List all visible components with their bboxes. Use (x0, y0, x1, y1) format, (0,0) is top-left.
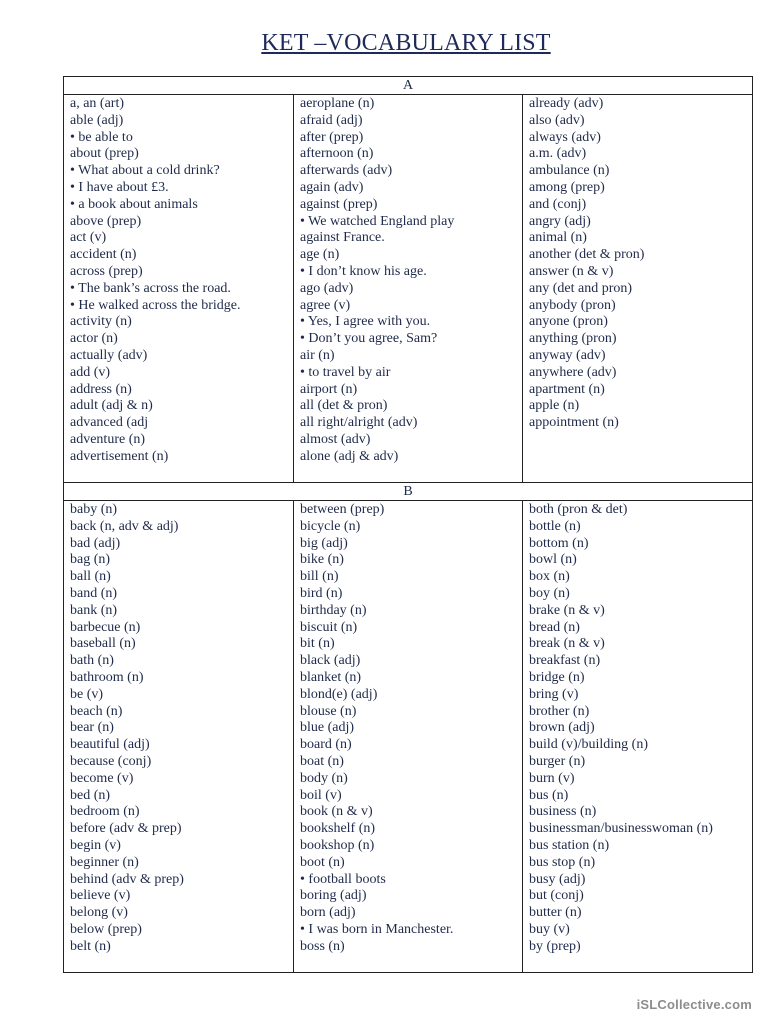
vocabulary-entry: activity (n) (70, 314, 132, 330)
vocabulary-entry: business (n) (529, 804, 597, 820)
vocabulary-entry: board (n) (300, 737, 352, 753)
vocabulary-entry: bill (n) (300, 569, 339, 585)
watermark-logo: iSLCollective.com (636, 997, 752, 1012)
vocabulary-entry: beginner (n) (70, 854, 139, 870)
vocabulary-entry: • be able to (70, 129, 133, 145)
vocabulary-entry: brake (n & v) (529, 602, 605, 618)
vocabulary-entry: boss (n) (300, 938, 345, 954)
vocabulary-entry: and (conj) (529, 196, 587, 212)
vocabulary-entry: afternoon (n) (300, 146, 374, 162)
vocabulary-entry: again (adv) (300, 179, 364, 195)
vocabulary-entry: blue (adj) (300, 720, 355, 736)
vocabulary-entry: aeroplane (n) (300, 96, 375, 111)
vocabulary-entry: baby (n) (70, 502, 118, 517)
vocabulary-entry: • I was born in Manchester. (300, 921, 454, 937)
vocabulary-entry: buy (v) (529, 921, 570, 937)
vocabulary-entry: become (v) (70, 770, 134, 786)
vocabulary-entry: busy (adj) (529, 871, 586, 887)
word-column (523, 501, 753, 973)
vocabulary-entry: bookshelf (n) (300, 821, 376, 837)
vocabulary-entry: begin (v) (70, 837, 121, 853)
vocabulary-entry: blond(e) (adj) (300, 686, 378, 702)
vocabulary-entry: appointment (n) (529, 415, 619, 431)
vocabulary-entry: bed (n) (70, 787, 111, 803)
vocabulary-entry: against (prep) (300, 196, 378, 212)
vocabulary-entry: • football boots (300, 871, 386, 887)
vocabulary-entry: air (n) (300, 347, 335, 363)
vocabulary-entry: bottle (n) (529, 518, 581, 534)
vocabulary-entry: also (adv) (529, 112, 585, 128)
vocabulary-entry: answer (n & v) (529, 263, 614, 279)
vocabulary-entry: actually (adv) (70, 347, 148, 363)
vocabulary-entry: bring (v) (529, 686, 579, 702)
vocabulary-entry: bookshop (n) (300, 837, 375, 853)
vocabulary-entry: address (n) (70, 381, 132, 397)
vocabulary-entry: • I have about £3. (70, 179, 169, 195)
vocabulary-entry: age (n) (300, 247, 340, 263)
vocabulary-entry: ball (n) (70, 569, 111, 585)
vocabulary-entry: below (prep) (70, 921, 142, 937)
vocabulary-entry: bedroom (n) (70, 804, 140, 820)
vocabulary-entry: • a book about animals (70, 196, 198, 212)
vocabulary-entry: bath (n) (70, 653, 114, 669)
section-letter-b: B (64, 483, 753, 501)
vocabulary-entry: all right/alright (adv) (300, 415, 418, 431)
word-column (294, 95, 523, 483)
vocabulary-entry: able (adj) (70, 112, 124, 128)
vocabulary-entry: • What about a cold drink? (70, 163, 220, 179)
vocabulary-entry: bus (n) (529, 787, 569, 803)
page-title: KET –VOCABULARY LIST (261, 30, 551, 56)
vocabulary-entry: bag (n) (70, 552, 111, 568)
vocabulary-entry: add (v) (70, 364, 111, 380)
vocabulary-entry: by (prep) (529, 938, 581, 954)
vocabulary-entry: across (prep) (70, 263, 143, 279)
vocabulary-entry: before (adv & prep) (70, 821, 182, 837)
section-b-words-row (64, 501, 753, 973)
vocabulary-entry: adult (adj & n) (70, 398, 153, 414)
vocabulary-entry: a.m. (adv) (529, 146, 587, 162)
vocabulary-entry: bicycle (n) (300, 518, 361, 534)
section-letter-a: A (64, 77, 753, 95)
vocabulary-entry: • The bank’s across the road. (70, 280, 231, 296)
vocabulary-entry: big (adj) (300, 535, 348, 551)
vocabulary-entry: baseball (n) (70, 636, 136, 652)
vocabulary-entry: • Yes, I agree with you. (300, 314, 431, 330)
vocabulary-entry: bus stop (n) (529, 854, 596, 870)
vocabulary-entry: after (prep) (300, 129, 364, 145)
word-column (64, 95, 294, 483)
vocabulary-entry: airport (n) (300, 381, 358, 397)
vocabulary-entry: act (v) (70, 230, 107, 246)
vocabulary-entry: a, an (art) (70, 96, 125, 111)
vocabulary-entry: box (n) (529, 569, 570, 585)
vocabulary-entry: all (det & pron) (300, 398, 388, 414)
vocabulary-entry: brown (adj) (529, 720, 595, 736)
vocabulary-entry: behind (adv & prep) (70, 871, 184, 887)
vocabulary-entry: boat (n) (300, 753, 344, 769)
vocabulary-entry: be (v) (70, 686, 104, 702)
vocabulary-entry: anyway (adv) (529, 347, 606, 363)
vocabulary-entry: black (adj) (300, 653, 361, 669)
vocabulary-entry: • We watched England play (300, 213, 455, 229)
vocabulary-entry: bridge (n) (529, 669, 585, 685)
vocabulary-entry: apple (n) (529, 398, 580, 414)
vocabulary-entry: believe (v) (70, 888, 131, 904)
vocabulary-entry: businessman/businesswoman (n) (529, 821, 713, 837)
vocabulary-entry: born (adj) (300, 905, 356, 921)
vocabulary-entry: breakfast (n) (529, 653, 601, 669)
vocabulary-entry: band (n) (70, 585, 118, 601)
vocabulary-entry: birthday (n) (300, 602, 367, 618)
vocabulary-entry: • Don’t you agree, Sam? (300, 331, 438, 347)
vocabulary-entry: actor (n) (70, 331, 118, 347)
vocabulary-entry: build (v)/building (n) (529, 737, 648, 753)
vocabulary-entry: any (det and pron) (529, 280, 633, 296)
word-column (523, 95, 753, 483)
vocabulary-entry: bottom (n) (529, 535, 589, 551)
vocabulary-entry: bird (n) (300, 585, 343, 601)
vocabulary-entry: bowl (n) (529, 552, 577, 568)
vocabulary-entry: • to travel by air (300, 364, 391, 380)
vocabulary-entry: animal (n) (529, 230, 587, 246)
vocabulary-entry: boring (adj) (300, 888, 367, 904)
vocabulary-entry: boil (v) (300, 787, 342, 803)
section-a-words-row (64, 95, 753, 483)
vocabulary-entry: accident (n) (70, 247, 137, 263)
vocabulary-entry: almost (adv) (300, 431, 371, 447)
vocabulary-entry: belong (v) (70, 905, 128, 921)
vocabulary-table (63, 76, 753, 973)
vocabulary-entry: biscuit (n) (300, 619, 358, 635)
vocabulary-entry: barbecue (n) (70, 619, 141, 635)
vocabulary-entry: bank (n) (70, 602, 118, 618)
vocabulary-entry: afterwards (adv) (300, 163, 393, 179)
vocabulary-entry: anyone (pron) (529, 314, 608, 330)
vocabulary-entry: afraid (adj) (300, 112, 363, 128)
vocabulary-entry: blanket (n) (300, 669, 362, 685)
section-header-row (64, 77, 753, 95)
vocabulary-entry: back (n, adv & adj) (70, 518, 179, 534)
vocabulary-entry: advanced (adj (70, 415, 149, 431)
section-header-row (64, 483, 753, 501)
vocabulary-entry: boy (n) (529, 585, 570, 601)
word-column (64, 501, 294, 973)
vocabulary-entry: • I don’t know his age. (300, 263, 427, 279)
vocabulary-entry: about (prep) (70, 146, 139, 162)
vocabulary-entry: bread (n) (529, 619, 580, 635)
vocabulary-entry: between (prep) (300, 502, 385, 517)
vocabulary-entry: anywhere (adv) (529, 364, 617, 380)
vocabulary-entry: because (conj) (70, 753, 152, 769)
vocabulary-entry: boot (n) (300, 854, 345, 870)
vocabulary-entry: among (prep) (529, 179, 605, 195)
vocabulary-entry: above (prep) (70, 213, 142, 229)
vocabulary-entry: bear (n) (70, 720, 114, 736)
vocabulary-entry: ambulance (n) (529, 163, 610, 179)
vocabulary-entry: advertisement (n) (70, 448, 169, 464)
vocabulary-entry: already (adv) (529, 96, 604, 111)
vocabulary-entry: butter (n) (529, 905, 582, 921)
vocabulary-entry: break (n & v) (529, 636, 605, 652)
vocabulary-entry: burger (n) (529, 753, 586, 769)
vocabulary-entry: bike (n) (300, 552, 344, 568)
vocabulary-entry: bit (n) (300, 636, 335, 652)
vocabulary-entry: bad (adj) (70, 535, 121, 551)
vocabulary-entry: angry (adj) (529, 213, 591, 229)
vocabulary-entry: bathroom (n) (70, 669, 144, 685)
vocabulary-entry: another (det & pron) (529, 247, 645, 263)
vocabulary-entry: but (conj) (529, 888, 584, 904)
vocabulary-entry: • He walked across the bridge. (70, 297, 241, 313)
vocabulary-entry: ago (adv) (300, 280, 354, 296)
vocabulary-entry: against France. (300, 230, 385, 246)
vocabulary-entry: both (pron & det) (529, 502, 628, 517)
vocabulary-entry: anybody (pron) (529, 297, 616, 313)
vocabulary-entry: burn (v) (529, 770, 575, 786)
vocabulary-entry: book (n & v) (300, 804, 373, 820)
vocabulary-entry: adventure (n) (70, 431, 146, 447)
word-column (294, 501, 523, 973)
vocabulary-entry: bus station (n) (529, 837, 610, 853)
vocabulary-entry: always (adv) (529, 129, 601, 145)
vocabulary-entry: apartment (n) (529, 381, 605, 397)
vocabulary-entry: beach (n) (70, 703, 123, 719)
vocabulary-entry: body (n) (300, 770, 348, 786)
vocabulary-entry: beautiful (adj) (70, 737, 150, 753)
vocabulary-entry: alone (adj & adv) (300, 448, 399, 464)
vocabulary-entry: anything (pron) (529, 331, 617, 347)
vocabulary-entry: agree (v) (300, 297, 351, 313)
vocabulary-entry: belt (n) (70, 938, 111, 954)
vocabulary-entry: brother (n) (529, 703, 590, 719)
vocabulary-entry: blouse (n) (300, 703, 357, 719)
